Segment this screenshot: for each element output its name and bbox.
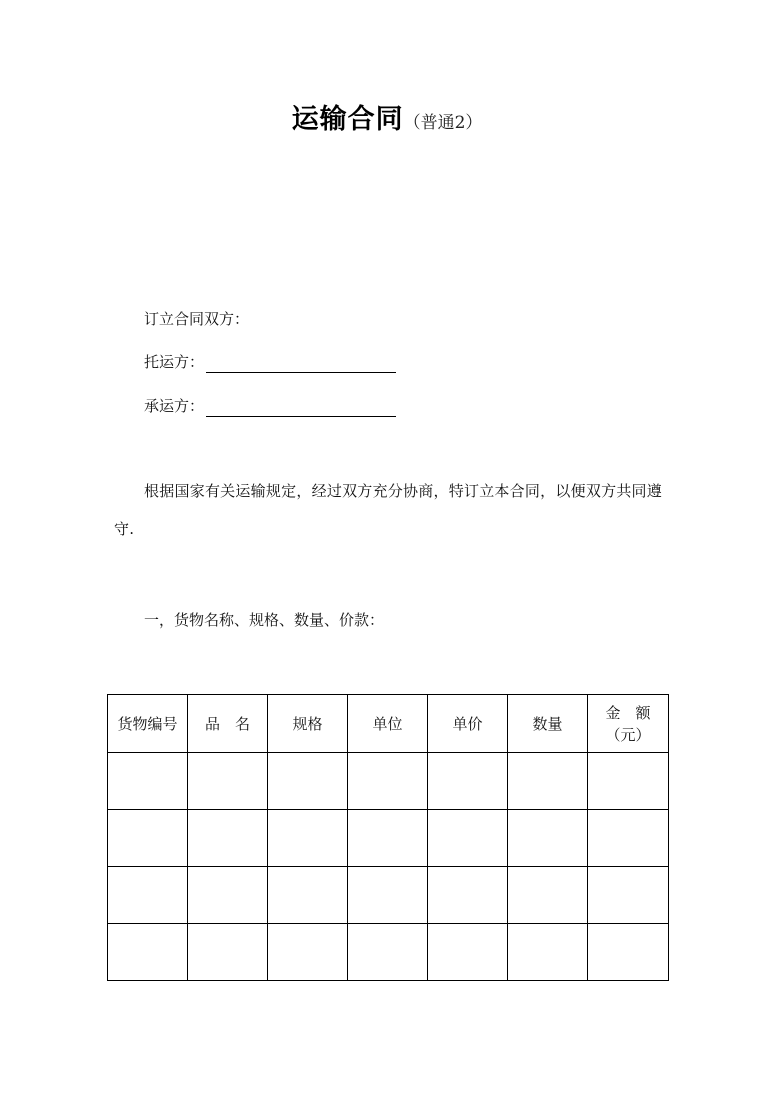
table-cell[interactable] bbox=[508, 867, 588, 924]
shipper-line bbox=[144, 351, 396, 373]
shipper-label: 托运方： bbox=[144, 353, 205, 371]
carrier-blank-field[interactable] bbox=[206, 398, 396, 417]
table-cell[interactable] bbox=[108, 867, 188, 924]
title-subtitle: （普通2） bbox=[403, 113, 483, 133]
goods-table bbox=[107, 694, 669, 981]
table-header-row bbox=[108, 695, 669, 753]
carrier-line bbox=[144, 395, 396, 417]
table-cell[interactable] bbox=[188, 810, 268, 867]
table-cell[interactable] bbox=[348, 867, 428, 924]
header-unit-price: 单价 bbox=[428, 695, 508, 753]
header-quantity: 数量 bbox=[508, 695, 588, 753]
table-cell[interactable] bbox=[348, 810, 428, 867]
preamble-paragraph: 根据国家有关运输规定，经过双方充分协商，特订立本合同，以便双方共同遵守. bbox=[114, 482, 662, 538]
table-cell[interactable] bbox=[428, 924, 508, 981]
table-cell[interactable] bbox=[348, 924, 428, 981]
table-row bbox=[108, 810, 669, 867]
document-title bbox=[0, 98, 774, 145]
table-cell[interactable] bbox=[508, 753, 588, 810]
table-cell[interactable] bbox=[188, 753, 268, 810]
table-cell[interactable] bbox=[588, 810, 669, 867]
title-main: 运输合同 bbox=[291, 104, 404, 135]
table-cell[interactable] bbox=[188, 924, 268, 981]
table-cell[interactable] bbox=[428, 753, 508, 810]
table-cell[interactable] bbox=[428, 867, 508, 924]
table-cell[interactable] bbox=[188, 867, 268, 924]
header-product-name: 品 名 bbox=[188, 695, 268, 753]
table-cell[interactable] bbox=[108, 810, 188, 867]
header-amount-line2: （元） bbox=[605, 725, 651, 744]
header-unit: 单位 bbox=[348, 695, 428, 753]
header-amount bbox=[588, 695, 669, 753]
table-cell[interactable] bbox=[268, 753, 348, 810]
table-cell[interactable] bbox=[428, 810, 508, 867]
table-cell[interactable] bbox=[108, 924, 188, 981]
section-1-heading: 一，货物名称、规格、数量、价款： bbox=[144, 611, 385, 629]
shipper-blank-field[interactable] bbox=[206, 354, 396, 373]
table-cell[interactable] bbox=[588, 753, 669, 810]
table-cell[interactable] bbox=[588, 867, 669, 924]
table-cell[interactable] bbox=[268, 867, 348, 924]
table-cell[interactable] bbox=[588, 924, 669, 981]
table-row bbox=[108, 753, 669, 810]
table-cell[interactable] bbox=[348, 753, 428, 810]
table-row bbox=[108, 924, 669, 981]
table-cell[interactable] bbox=[268, 810, 348, 867]
parties-intro: 订立合同双方： bbox=[144, 310, 250, 328]
header-amount-line1: 金 额 bbox=[605, 703, 651, 722]
header-specification: 规格 bbox=[268, 695, 348, 753]
table-row bbox=[108, 867, 669, 924]
carrier-label: 承运方： bbox=[144, 397, 205, 415]
table-cell[interactable] bbox=[508, 924, 588, 981]
table-cell[interactable] bbox=[108, 753, 188, 810]
header-goods-number: 货物编号 bbox=[108, 695, 188, 753]
table-cell[interactable] bbox=[508, 810, 588, 867]
table-cell[interactable] bbox=[268, 924, 348, 981]
